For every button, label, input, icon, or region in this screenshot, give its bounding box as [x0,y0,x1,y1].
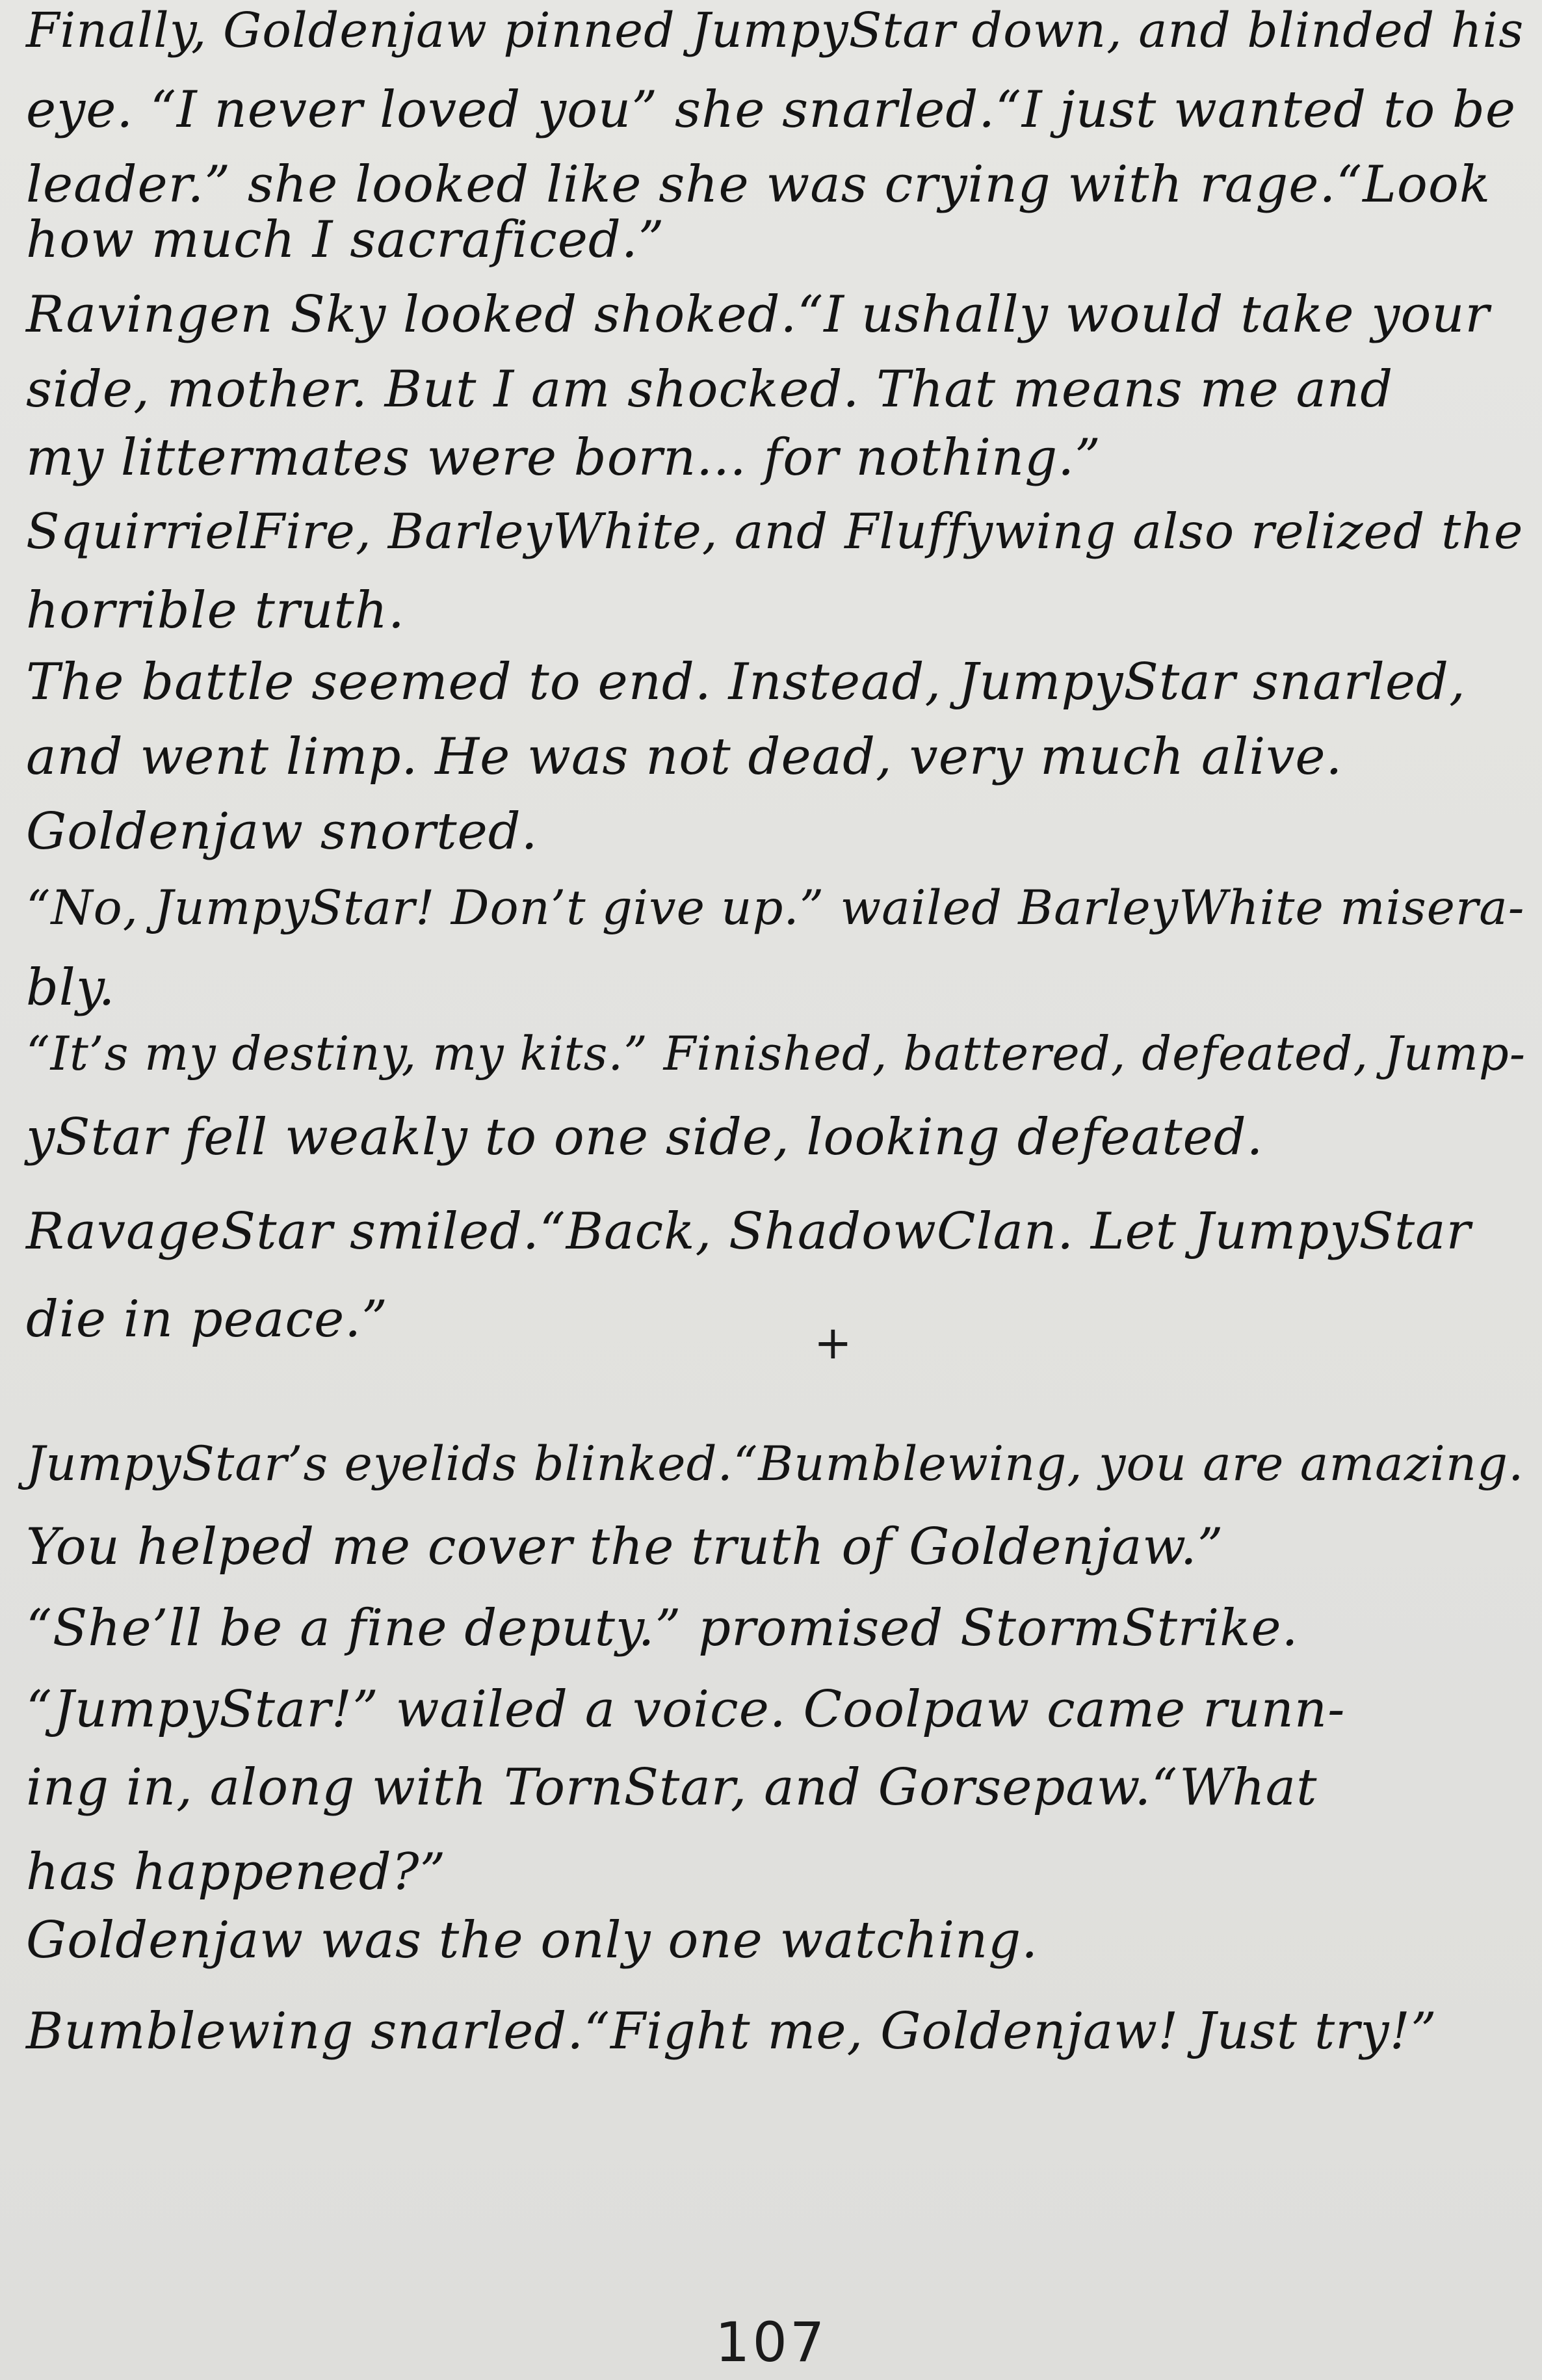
text-line: horrible truth. [26,581,405,640]
text-line: “No, JumpyStar! Don’t give up.” wailed BarleyWhite misera- [26,880,1525,936]
text-line: Finally, Goldenjaw pinned JumpyStar down, and blinded his [26,2,1524,59]
text-line: You helped me cover the truth of Goldenjaw.” [26,1518,1224,1576]
text-line: The battle seemed to end. Instead, JumpyStar snarled, [26,653,1466,711]
section-mark: + [814,1316,852,1369]
text-line: die in peace.” [26,1290,388,1349]
text-line: Bumblewing snarled.“Fight me, Goldenjaw! Just try!” [26,2002,1437,2061]
text-line: how much I sacraficed.” [26,211,665,269]
text-line: side, mother. But I am shocked. That means me and [26,360,1394,419]
text-line: eye. “I never loved you” she snarled.“I just wanted to be [26,81,1517,139]
text-line: JumpyStar’s eyelids blinked.“Bumblewing, you are amazing. [26,1436,1524,1492]
text-line: leader.” she looked like she was crying with rage.“Look [26,155,1491,214]
text-line: “JumpyStar!” wailed a voice. Coolpaw came runn- [26,1680,1346,1739]
text-line: Goldenjaw snorted. [26,802,538,861]
text-line: Goldenjaw was the only one watching. [26,1911,1038,1970]
text-line: “It’s my destiny, my kits.” Finished, battered, defeated, Jump- [26,1026,1526,1081]
page-number: 107 [715,2310,828,2374]
text-line: and went limp. He was not dead, very much alive. [26,728,1343,786]
text-line: my littermates were born... for nothing.” [26,429,1101,487]
text-line: “She’ll be a fine deputy.” promised StormStrike. [26,1599,1299,1658]
text-line: has happened?” [26,1843,447,1901]
text-line: Ravingen Sky looked shoked.“I ushally would take your [26,285,1490,344]
text-line: ing in, along with TornStar, and Gorsepaw.“What [26,1758,1318,1817]
text-line: yStar fell weakly to one side, looking defeated. [26,1108,1264,1167]
text-line: RavageStar smiled.“Back, ShadowClan. Let JumpyStar [26,1202,1471,1261]
text-line: bly. [26,959,116,1017]
text-line: SquirrielFire, BarleyWhite, and Fluffywing also relized the [26,503,1524,560]
